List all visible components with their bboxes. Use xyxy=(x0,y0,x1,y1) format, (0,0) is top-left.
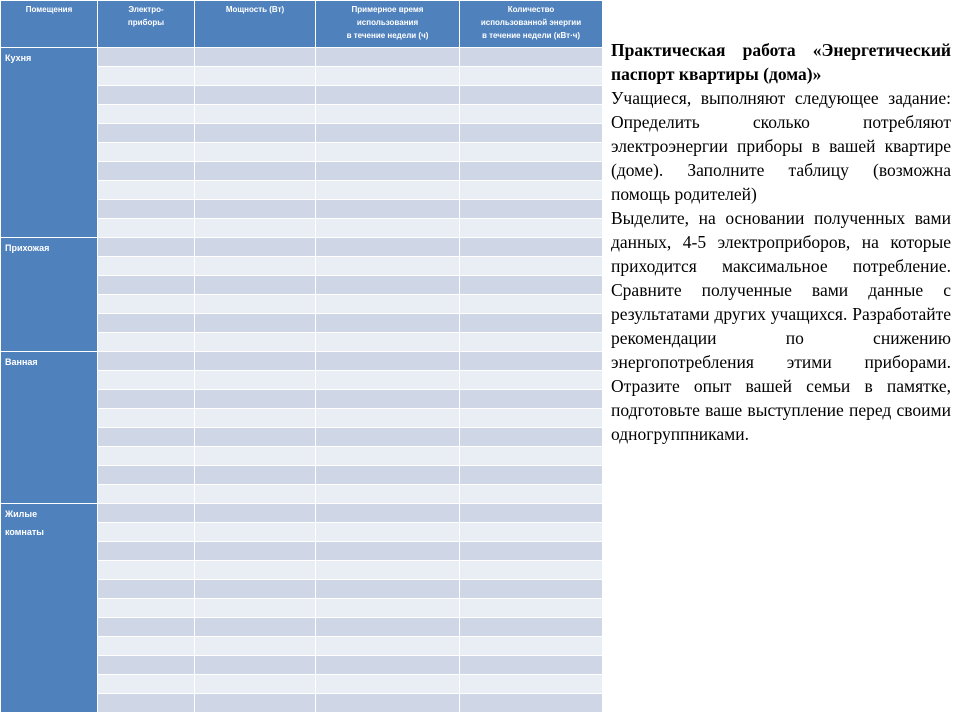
table-cell xyxy=(98,314,195,333)
table-cell xyxy=(195,523,316,542)
table-cell xyxy=(195,656,316,675)
table-cell xyxy=(98,428,195,447)
table-cell xyxy=(195,162,316,181)
header-rooms: Помещения xyxy=(1,1,98,48)
table-cell xyxy=(98,637,195,656)
table-cell xyxy=(98,485,195,504)
table-row xyxy=(1,352,603,371)
table-cell xyxy=(316,219,460,238)
table-cell xyxy=(316,181,460,200)
table-cell xyxy=(316,390,460,409)
room-name-cell: Жилые комнаты xyxy=(1,504,98,713)
table-cell xyxy=(460,295,603,314)
table-cell xyxy=(460,447,603,466)
table-cell xyxy=(98,694,195,713)
table-header-row xyxy=(1,1,603,48)
table-cell xyxy=(195,295,316,314)
table-cell xyxy=(460,105,603,124)
table-body xyxy=(1,48,603,713)
table-row xyxy=(1,48,603,67)
table-cell xyxy=(98,200,195,219)
table-cell xyxy=(98,675,195,694)
table-cell xyxy=(460,124,603,143)
table-cell xyxy=(460,352,603,371)
table-cell xyxy=(460,656,603,675)
table-cell xyxy=(316,694,460,713)
table-cell xyxy=(460,314,603,333)
table-cell xyxy=(460,428,603,447)
table-cell xyxy=(98,219,195,238)
table-cell xyxy=(460,694,603,713)
table-cell xyxy=(316,504,460,523)
table-cell xyxy=(195,485,316,504)
table-cell xyxy=(98,371,195,390)
table-cell xyxy=(460,219,603,238)
table-cell xyxy=(316,542,460,561)
table-cell xyxy=(195,124,316,143)
table-cell xyxy=(316,675,460,694)
table-cell xyxy=(98,86,195,105)
table-cell xyxy=(460,542,603,561)
table-cell xyxy=(316,371,460,390)
table-cell xyxy=(316,333,460,352)
table-cell xyxy=(195,390,316,409)
task-description xyxy=(611,38,951,446)
table-cell xyxy=(316,599,460,618)
table-cell xyxy=(460,637,603,656)
table-cell xyxy=(195,599,316,618)
header-usage-time: Примерное время использования в течение недели (ч) xyxy=(316,1,460,48)
table-cell xyxy=(195,504,316,523)
table-cell xyxy=(98,523,195,542)
table-cell xyxy=(195,276,316,295)
table-cell xyxy=(316,124,460,143)
table-cell xyxy=(98,162,195,181)
table-cell xyxy=(98,295,195,314)
table-cell xyxy=(460,143,603,162)
table-cell xyxy=(460,504,603,523)
table-cell xyxy=(316,295,460,314)
table-cell xyxy=(460,561,603,580)
table-cell xyxy=(195,200,316,219)
table-cell xyxy=(460,675,603,694)
table-cell xyxy=(98,390,195,409)
table-cell xyxy=(195,371,316,390)
table-cell xyxy=(98,580,195,599)
table-cell xyxy=(98,105,195,124)
table-cell xyxy=(316,561,460,580)
table-cell xyxy=(316,67,460,86)
table-cell xyxy=(195,333,316,352)
table-cell xyxy=(195,219,316,238)
header-appliances: Электро- приборы xyxy=(98,1,195,48)
table-cell xyxy=(460,409,603,428)
task-paragraph-1: Учащиеся, выполняют следующее задание: Определить сколько потребляют электроэнергии приборы в вашей квартире (доме). Заполните таблицу (возможна помощь родителей) xyxy=(611,88,951,204)
table-cell xyxy=(98,276,195,295)
table-cell xyxy=(460,580,603,599)
table-cell xyxy=(316,143,460,162)
table-cell xyxy=(316,162,460,181)
table-cell xyxy=(316,485,460,504)
table-cell xyxy=(460,86,603,105)
table-cell xyxy=(98,181,195,200)
room-name-cell: Ванная xyxy=(1,352,98,504)
table-cell xyxy=(316,656,460,675)
table-cell xyxy=(460,181,603,200)
table-cell xyxy=(195,257,316,276)
table-cell xyxy=(195,181,316,200)
table-cell xyxy=(98,67,195,86)
table-cell xyxy=(195,143,316,162)
table-cell xyxy=(316,314,460,333)
task-title: Практическая работа «Энергетический паспорт квартиры (дома)» xyxy=(611,40,951,84)
table-cell xyxy=(98,466,195,485)
table-row xyxy=(1,238,603,257)
table-cell xyxy=(460,523,603,542)
table-cell xyxy=(98,656,195,675)
table-cell xyxy=(316,523,460,542)
table-cell xyxy=(316,466,460,485)
table-cell xyxy=(460,67,603,86)
table-cell xyxy=(195,447,316,466)
table-cell xyxy=(460,276,603,295)
table-cell xyxy=(195,542,316,561)
table-cell xyxy=(98,409,195,428)
table-cell xyxy=(195,314,316,333)
header-power: Мощность (Вт) xyxy=(195,1,316,48)
table-cell xyxy=(195,409,316,428)
table-cell xyxy=(460,371,603,390)
table-cell xyxy=(195,618,316,637)
table-cell xyxy=(316,86,460,105)
table-cell xyxy=(195,428,316,447)
table-cell xyxy=(195,561,316,580)
table-cell xyxy=(316,428,460,447)
table-cell xyxy=(98,238,195,257)
table-cell xyxy=(195,238,316,257)
table-cell xyxy=(195,694,316,713)
table-cell xyxy=(195,67,316,86)
table-cell xyxy=(460,618,603,637)
table-cell xyxy=(316,352,460,371)
table-cell xyxy=(98,143,195,162)
table-cell xyxy=(316,580,460,599)
table-cell xyxy=(460,333,603,352)
table-row xyxy=(1,504,603,523)
table-cell xyxy=(98,561,195,580)
task-paragraph-2: Выделите, на основании полученных вами данных, 4-5 электроприборов, на которые приходится максимальное потребление. Сравните полученные вами данные с результатами других учащихся. Разработайте рекомендации по снижению энергопотребления этими приборами. Отразите опыт вашей семьи в памятке, подготовьте ваше выступление перед своими одногруппниками. xyxy=(611,208,951,444)
table-cell xyxy=(460,466,603,485)
header-energy-used: Количество использованной энергии в течение недели (кВт·ч) xyxy=(460,1,603,48)
table-cell xyxy=(98,257,195,276)
table-cell xyxy=(460,238,603,257)
table-cell xyxy=(98,599,195,618)
table-cell xyxy=(460,48,603,67)
table-cell xyxy=(460,485,603,504)
table-cell xyxy=(316,48,460,67)
table-cell xyxy=(98,333,195,352)
table-cell xyxy=(460,390,603,409)
table-cell xyxy=(195,105,316,124)
table-cell xyxy=(316,200,460,219)
table-cell xyxy=(98,542,195,561)
room-name-cell: Кухня xyxy=(1,48,98,238)
table-cell xyxy=(195,466,316,485)
table-cell xyxy=(460,200,603,219)
table-cell xyxy=(195,86,316,105)
table-cell xyxy=(460,599,603,618)
table-cell xyxy=(195,352,316,371)
table-cell xyxy=(98,352,195,371)
table-cell xyxy=(316,276,460,295)
table-cell xyxy=(316,105,460,124)
table-cell xyxy=(195,675,316,694)
table-cell xyxy=(98,618,195,637)
table-cell xyxy=(316,447,460,466)
table-cell xyxy=(316,257,460,276)
table-cell xyxy=(98,48,195,67)
table-cell xyxy=(460,257,603,276)
table-cell xyxy=(195,580,316,599)
table-cell xyxy=(316,238,460,257)
table-cell xyxy=(316,637,460,656)
table-cell xyxy=(98,124,195,143)
table-cell xyxy=(460,162,603,181)
table-cell xyxy=(316,409,460,428)
room-name-cell: Прихожая xyxy=(1,238,98,352)
table-cell xyxy=(98,504,195,523)
table-cell xyxy=(195,48,316,67)
table-cell xyxy=(98,447,195,466)
table-cell xyxy=(316,618,460,637)
table-cell xyxy=(195,637,316,656)
